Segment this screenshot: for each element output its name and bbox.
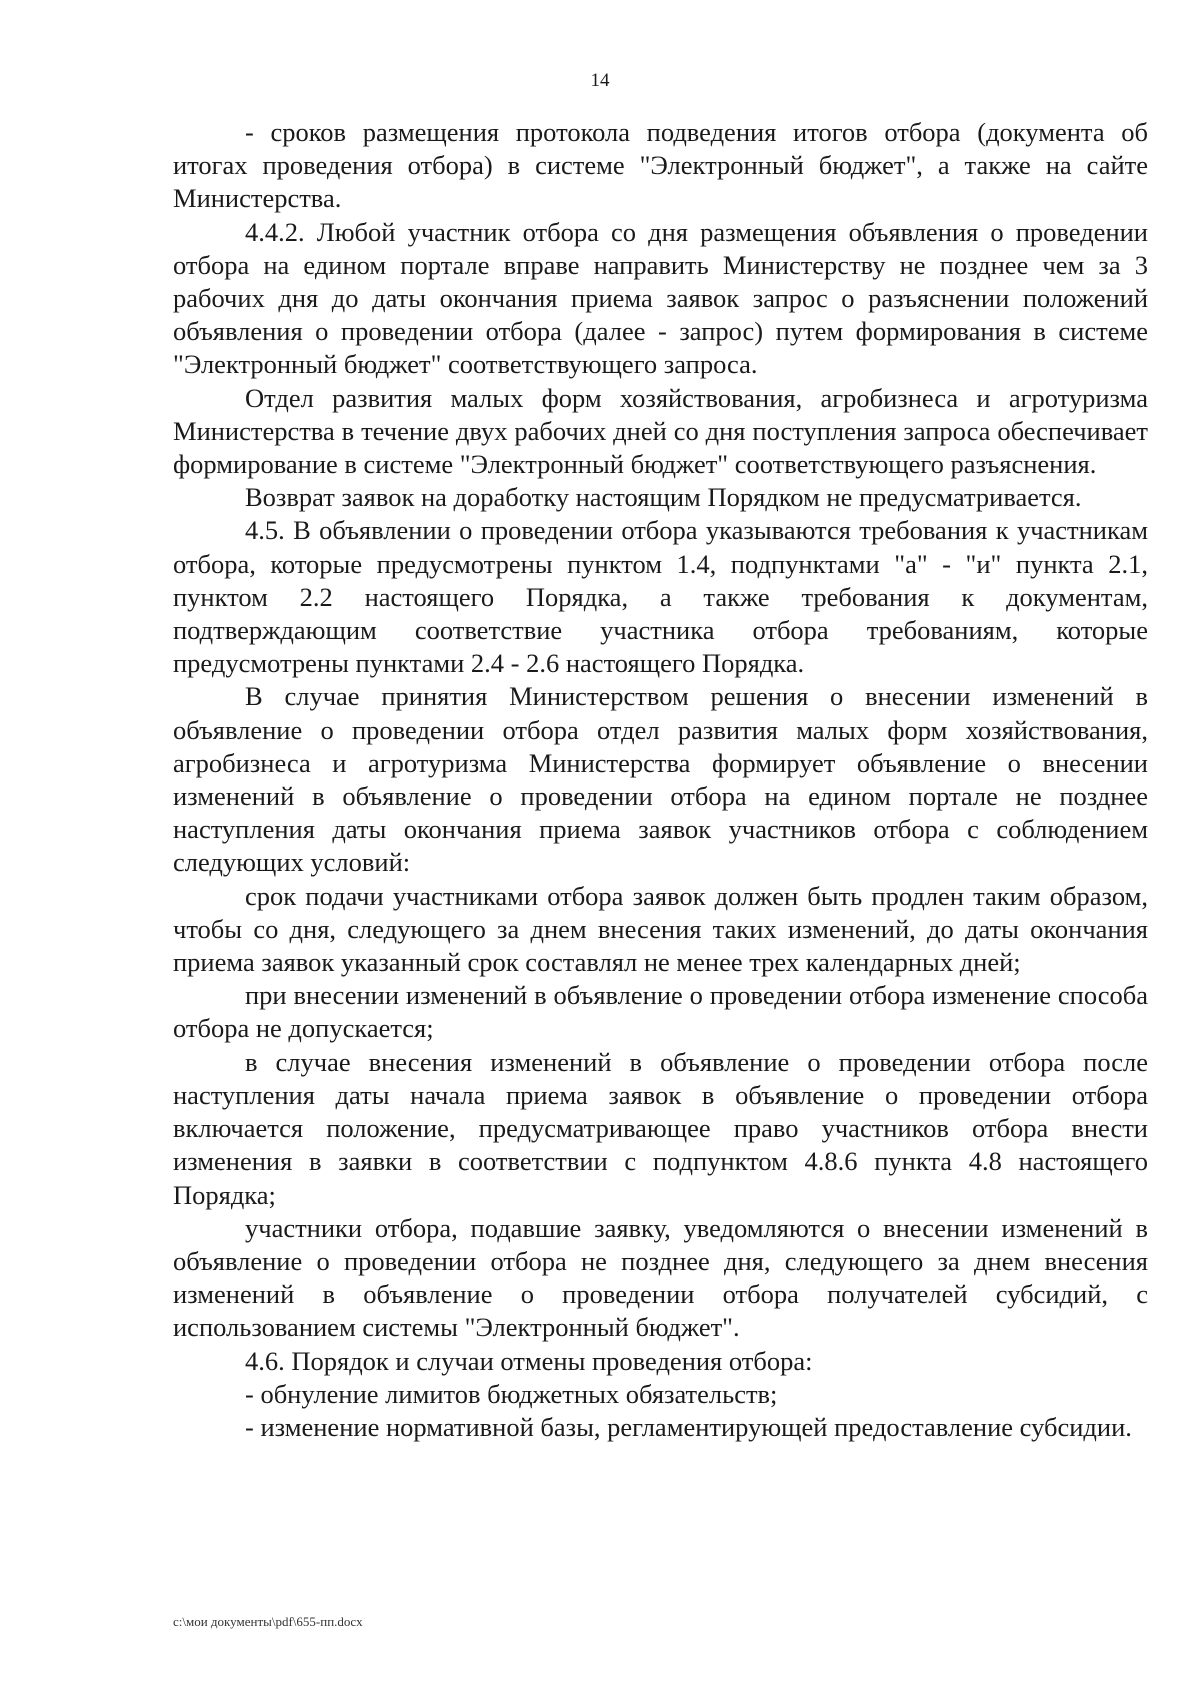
- paragraph: 4.5. В объявлении о проведении отбора указываются требования к участникам отбора, которые предусмотрены пунктом 1.4, подпунктами "а" - "и" пункта 2.1, пунктом 2.2 настоящего Порядка, а также требования к документам, подтверждающим соответствие участника отбора требованиям, которые предусмотрены пунктами 2.4 - 2.6 настоящего Порядка.: [173, 515, 1148, 679]
- paragraph: - изменение нормативной базы, регламентирующей предоставление субсидии.: [245, 1411, 1132, 1442]
- paragraph: Возврат заявок на доработку настоящим Порядком не предусматривается.: [245, 482, 1082, 513]
- paragraph: В случае принятия Министерством решения о внесении изменений в объявление о проведении отбора отдел развития малых форм хозяйствования, агробизнеса и агротуризма Министерства формирует объявление о внесении изменений в объявление о проведении отбора на едином портале не позднее наступления даты окончания приема заявок участников отбора с соблюдением следующих условий:: [173, 681, 1148, 878]
- page-number: 14: [590, 70, 610, 91]
- paragraph: 4.4.2. Любой участник отбора со дня размещения объявления о проведении отбора на едином портале вправе направить Министерству не позднее чем за 3 рабочих дня до даты окончания приема заявок запрос о разъяснении положений объявления о проведении отбора (далее - запрос) путем формирования в системе "Электронный бюджет" соответствующего запроса.: [173, 216, 1148, 380]
- paragraph: при внесении изменений в объявление о проведении отбора изменение способа отбора не допускается;: [173, 980, 1148, 1044]
- paragraph: - сроков размещения протокола подведения итогов отбора (документа об итогах проведения отбора) в системе "Электронный бюджет", а также на сайте Министерства.: [173, 117, 1148, 214]
- footer-file-path: c:\мои документы\pdf\655-пп.docx: [173, 1614, 363, 1629]
- paragraph: 4.6. Порядок и случаи отмены проведения отбора:: [245, 1345, 813, 1376]
- paragraph: в случае внесения изменений в объявление о проведении отбора после наступления даты начала приема заявок в объявление о проведении отбора включается положение, предусматривающее право участников отбора внести изменения в заявки в соответствии с подпунктом 4.8.6 пункта 4.8 настоящего Порядка;: [173, 1046, 1148, 1210]
- document-body: [173, 116, 1148, 1444]
- paragraph: участники отбора, подавшие заявку, уведомляются о внесении изменений в объявление о проведении отбора не позднее дня, следующего за днем внесения изменений в объявление о проведении отбора получателей субсидий, с использованием системы "Электронный бюджет".: [173, 1212, 1148, 1343]
- paragraph: - обнуление лимитов бюджетных обязательств;: [245, 1378, 778, 1409]
- paragraph: срок подачи участниками отбора заявок должен быть продлен таким образом, чтобы со дня, следующего за днем внесения таких изменений, до даты окончания приема заявок указанный срок составлял не менее трех календарных дней;: [173, 880, 1148, 978]
- paragraph: Отдел развития малых форм хозяйствования, агробизнеса и агротуризма Министерства в течение двух рабочих дней со дня поступления запроса обеспечивает формирование в системе "Электронный бюджет" соответствующего разъяснения.: [173, 382, 1148, 480]
